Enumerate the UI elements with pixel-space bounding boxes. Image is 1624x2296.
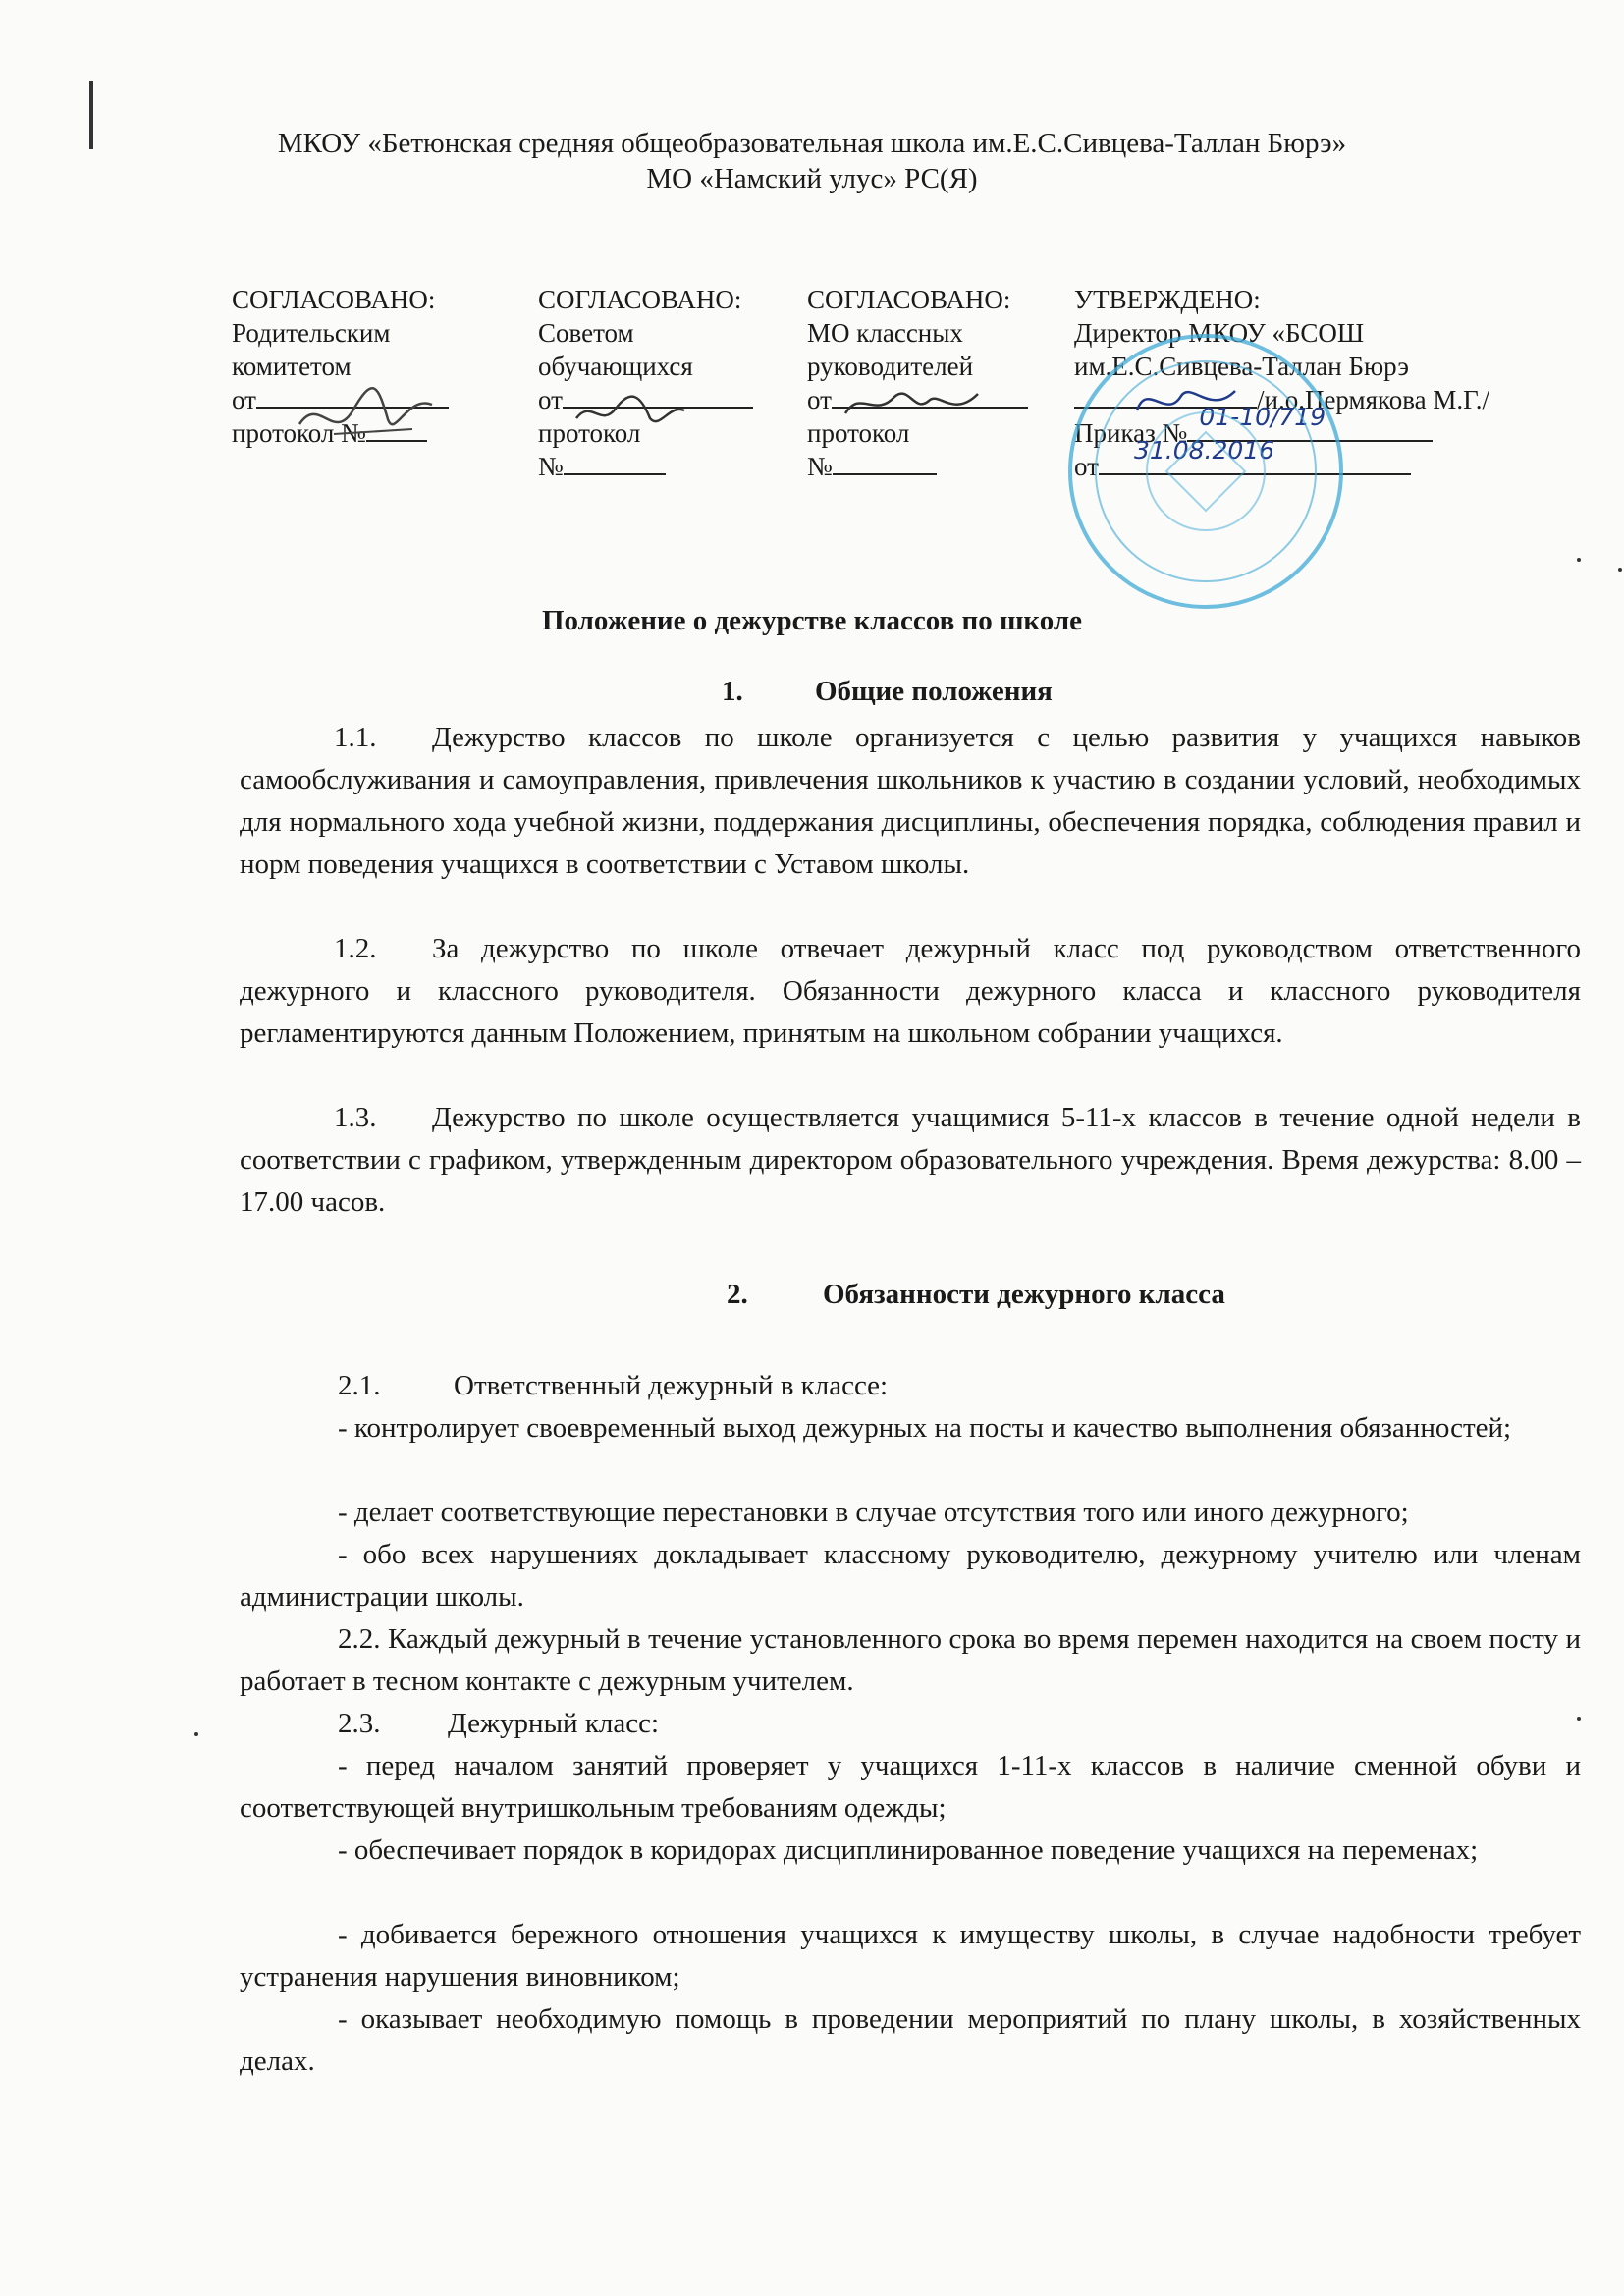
paragraph-2-2 xyxy=(240,1618,1581,1703)
paragraph-text: Дежурство классов по школе организуется с целью развития у учащихся навыков самообслуживания и самоуправления, привлечения школьников к участию в создании условий, необходимых для нормального хода учебной жизни, поддержания дисциплины, обеспечения порядка, соблюдения правил и норм поведения учащихся в соответствии с Уставом школы. xyxy=(240,722,1581,880)
paragraph-text: Дежурство по школе осуществляется учащимися 5-11-х классов в течение одной недели в соответствии с графиком, утвержденным директором образовательного учреждения. Время дежурства: 8.00 – 17.00 часов. xyxy=(240,1102,1581,1218)
paragraph-1-1 xyxy=(240,717,1581,886)
paragraph-2-1-b xyxy=(240,1492,1581,1534)
paragraph-2-1-c xyxy=(240,1534,1581,1618)
approval-students xyxy=(538,283,753,483)
approval-body: им.Е.С.Сивцева-Таллан Бюрэ xyxy=(1074,352,1409,381)
order-date-label: от xyxy=(1074,452,1099,481)
paragraph-text: - добивается бережного отношения учащихся к имуществу школы, в случае надобности требует устранения нарушения виновником; xyxy=(240,1919,1581,1993)
approval-heading: УТВЕРЖДЕНО: xyxy=(1074,285,1261,314)
approval-protocol-label: протокол xyxy=(807,418,910,448)
scan-speck xyxy=(1577,558,1581,562)
approval-number-line xyxy=(807,450,1028,483)
paragraph-2-3-a xyxy=(240,1745,1581,1830)
number-blank xyxy=(564,450,666,475)
approval-body: Советом xyxy=(538,318,634,348)
section-title: Общие положения xyxy=(815,676,1053,707)
approval-number-label: № xyxy=(807,452,833,481)
paragraph-text: Дежурный класс: xyxy=(448,1708,660,1739)
paragraph-2-1 xyxy=(240,1365,1581,1407)
school-header xyxy=(0,126,1624,196)
approval-number-label: № xyxy=(538,452,564,481)
paragraph-number: 1.2. xyxy=(334,933,377,964)
section-number: 1. xyxy=(722,676,743,707)
signature-parents xyxy=(295,375,442,454)
paragraph-2-3-d xyxy=(240,1998,1581,2083)
approval-heading: СОГЛАСОВАНО: xyxy=(807,285,1011,314)
approval-heading: СОГЛАСОВАНО: xyxy=(232,285,436,314)
approval-heading: СОГЛАСОВАНО: xyxy=(538,285,742,314)
order-number-handwritten: 01-10/719 xyxy=(1199,403,1326,431)
scan-speck xyxy=(194,1732,198,1736)
approval-protocol-label: протокол № xyxy=(232,418,366,448)
paragraph-1-3 xyxy=(240,1097,1581,1224)
approval-body: МО классных xyxy=(807,318,963,348)
paragraph-number: 1.1. xyxy=(334,722,377,753)
paragraph-text: - перед началом занятий проверяет у учащихся 1-11-х классов в наличие сменной обуви и соответствующей внутришкольным требованиям одежды; xyxy=(240,1750,1581,1824)
paragraph-text: Ответственный дежурный в классе: xyxy=(454,1370,889,1401)
scan-speck xyxy=(1618,568,1622,572)
paragraph-number: 2.3. xyxy=(338,1708,381,1739)
school-name: МКОУ «Бетюнская средняя общеобразовательная школа им.Е.С.Сивцева-Таллан Бюрэ» xyxy=(277,128,1347,159)
order-number-label: Приказ № xyxy=(1074,418,1188,448)
document-title: Положение о дежурстве классов по школе xyxy=(541,605,1083,636)
paragraph-2-3 xyxy=(240,1703,1581,1745)
approval-body: Директор МКОУ «БСОШ xyxy=(1074,318,1365,348)
number-blank xyxy=(833,450,937,475)
approval-date-label: от xyxy=(232,385,256,414)
approval-number-line xyxy=(538,450,753,483)
approval-body: Родительским xyxy=(232,318,391,348)
paragraph-text: - оказывает необходимую помощь в проведении мероприятий по плану школы, в хозяйственных делах. xyxy=(240,2003,1581,2077)
paragraph-text: - делает соответствующие перестановки в случае отсутствия того или иного дежурного; xyxy=(338,1497,1409,1528)
paragraph-2-1-a xyxy=(240,1407,1581,1449)
paragraph-1-2 xyxy=(240,928,1581,1055)
signature-students xyxy=(571,389,689,438)
paragraph-text: - обо всех нарушениях докладывает классному руководителю, дежурному учителю или членам администрации школы. xyxy=(240,1539,1581,1613)
district-name: МО «Намский улус» РС(Я) xyxy=(646,163,978,194)
approval-body: руководителей xyxy=(807,352,974,381)
approval-date-label: от xyxy=(538,385,563,414)
section-title: Обязанности дежурного класса xyxy=(823,1279,1225,1310)
section-number: 2. xyxy=(727,1279,748,1310)
approval-block xyxy=(0,283,1624,528)
paragraph-2-3-c xyxy=(240,1914,1581,1998)
approval-date-label: от xyxy=(807,385,832,414)
order-date-handwritten: 31.08.2016 xyxy=(1133,436,1275,465)
signature-teachers xyxy=(840,379,988,428)
paragraph-text: За дежурство по школе отвечает дежурный класс под руководством ответственного дежурного и классного руководителя. Обязанности дежурного класса и классного руководителя регламентируются данным Положением, принятым на школьном собрании учащихся. xyxy=(240,933,1581,1049)
approval-body: обучающихся xyxy=(538,352,693,381)
approval-protocol-label: протокол xyxy=(538,418,641,448)
director-name: /и.о.Пермякова М.Г./ xyxy=(1257,385,1489,414)
official-stamp xyxy=(1058,324,1353,619)
paragraph-number: 1.3. xyxy=(334,1102,377,1133)
paragraph-2-3-b xyxy=(240,1830,1581,1872)
scan-speck xyxy=(1577,1717,1581,1721)
paragraph-number: 2.1. xyxy=(338,1370,381,1401)
paragraph-text: 2.2. Каждый дежурный в течение установленного срока во время перемен находится на своем посту и работает в тесном контакте с дежурным учителем. xyxy=(240,1623,1581,1697)
approval-body: комитетом xyxy=(232,352,352,381)
paragraph-text: - контролирует своевременный выход дежурных на посты и качество выполнения обязанностей; xyxy=(338,1412,1512,1444)
paragraph-text: - обеспечивает порядок в коридорах дисциплинированное поведение учащихся на переменах; xyxy=(338,1834,1479,1866)
